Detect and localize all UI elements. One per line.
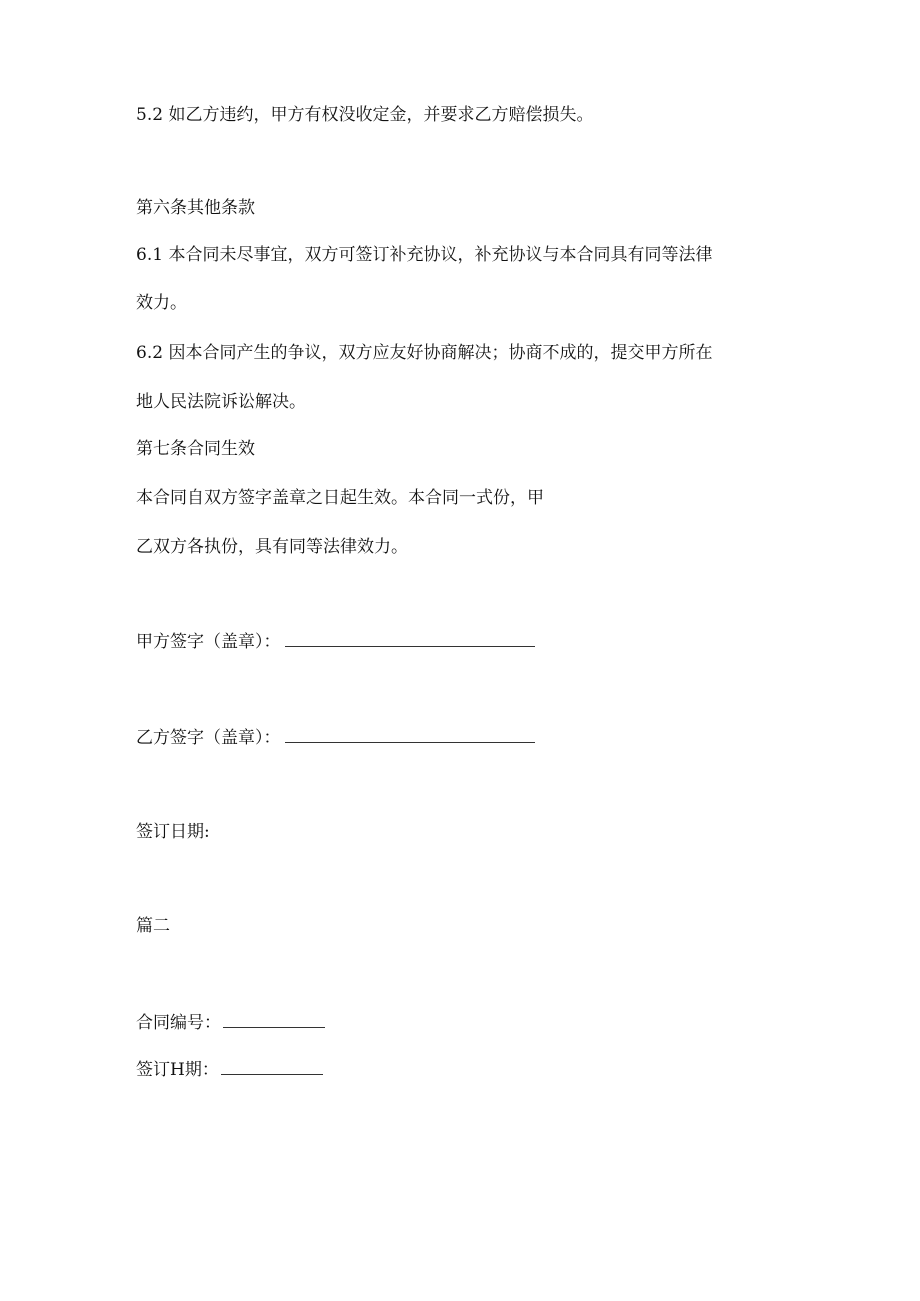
party-a-signature-row [136, 630, 535, 654]
section-2-sign-date-row [136, 1058, 323, 1082]
contract-number-line[interactable] [223, 1013, 325, 1028]
party-b-signature-label: 乙方签字（盖章）： [136, 728, 281, 748]
section-2-heading: 篇二 [136, 916, 170, 936]
sign-date-label: 签订日期: [136, 822, 210, 842]
clause-6-1-line1: 6.1 本合同未尽事宜，双方可签订补充协议，补充协议与本合同具有同等法律 [136, 245, 713, 265]
party-b-signature-line[interactable] [285, 728, 535, 743]
party-b-signature-row [136, 726, 535, 750]
article-6-title: 第六条其他条款 [136, 198, 255, 218]
clause-7-line1: 本合同自双方签字盖章之日起生效。本合同一式份，甲 [136, 488, 544, 508]
section-2-sign-date-label: 签订H期： [136, 1060, 219, 1080]
clause-5-2: 5.2 如乙方违约，甲方有权没收定金，并要求乙方赔偿损失。 [136, 105, 594, 125]
contract-number-row [136, 1011, 325, 1035]
clause-6-2-line2: 地人民法院诉讼解决。 [136, 392, 306, 412]
clause-7-line2: 乙双方各执份，具有同等法律效力。 [136, 537, 408, 557]
clause-6-1-line2: 效力。 [136, 293, 187, 313]
party-a-signature-label: 甲方签字（盖章）： [136, 632, 281, 652]
contract-number-label: 合同编号： [136, 1013, 221, 1033]
section-2-sign-date-line[interactable] [221, 1060, 323, 1075]
party-a-signature-line[interactable] [285, 632, 535, 647]
article-7-title: 第七条合同生效 [136, 439, 255, 459]
clause-6-2-line1: 6.2 因本合同产生的争议，双方应友好协商解决；协商不成的，提交甲方所在 [136, 343, 713, 363]
